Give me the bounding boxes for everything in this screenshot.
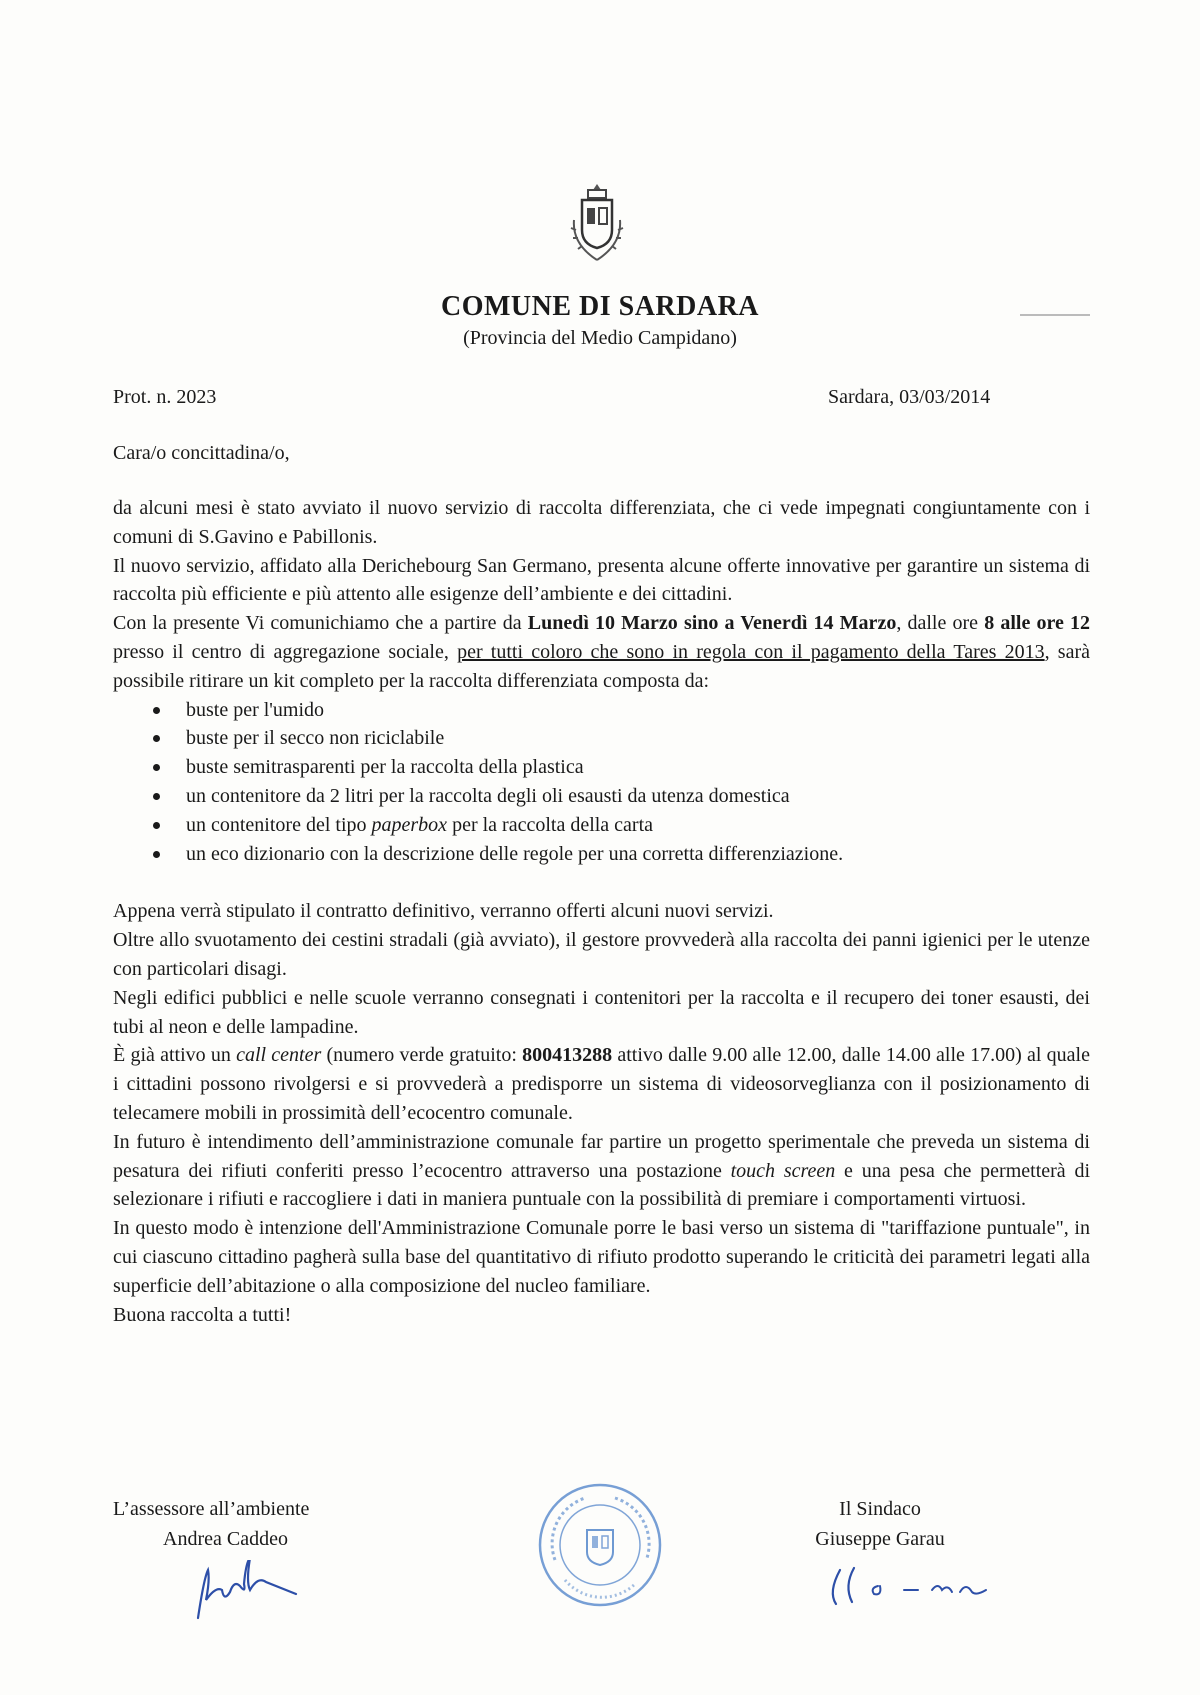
list-item: un eco dizionario con la descrizione delle regole per una corretta differenziazione.: [113, 840, 1090, 869]
list-item: buste per l'umido: [113, 696, 1090, 725]
assessor-signature-block: [113, 1494, 309, 1554]
paragraph: In futuro è intendimento dell’amministrazione comunale far partire un progetto sperimentale che preveda un sistema di pesatura dei rifiuti conferiti presso l’ecocentro attraverso una postazione touch screen e una pesa che permetterà di selezionare i rifiuti e raccogliere i dati in maniera puntuale con la possibilità di premiare i comportamenti virtuosi.: [113, 1130, 1091, 1211]
list-item: un contenitore del tipo paperbox per la raccolta della carta: [113, 811, 1090, 840]
eligibility-condition: per tutti coloro che sono in regola con il pagamento della Tares 2013: [457, 640, 1045, 663]
paragraph-kit-announcement: Con la presente Vi comunichiamo che a partire da Lunedì 10 Marzo sino a Venerdì 14 Marzo, dalle ore 8 alle ore 12 presso il centro di aggregazione sociale, per tutti coloro che sono in regola con il pagamento della Tares 2013, sarà possibile ritirare un kit completo per la raccolta differenziata composta da:: [113, 612, 1091, 692]
paragraph: Il nuovo servizio, affidato alla Derichebourg San Germano, presenta alcune offerte innovative per garantire un sistema di raccolta più efficiente e più attento alle esigenze dell’ambiente e dei cittadini.: [113, 554, 1090, 606]
paragraph: Negli edifici pubblici e nelle scuole verranno consegnati i contenitori per la raccolta e il recupero dei toner esausti, dei tubi al neon e delle lampadine.: [113, 986, 1090, 1038]
paragraph: da alcuni mesi è stato avviato il nuovo servizio di raccolta differenziata, che ci vede impegnati congiuntamente con i comuni di S.Gavino e Pabillonis.: [113, 497, 1090, 548]
municipality-title: COMUNE DI SARDARA: [440, 291, 760, 322]
paragraph-call-center: È già attivo un call center (numero verde gratuito: 800413288 attivo dalle 9.00 alle 12.00, dalle 14.00 alle 17.00) al quale i cittadini possono rivolgersi e si provvederà a predisporre un sistema di videosorveglianza con il posizionamento di telecamere mobili in prossimità dell’ecocentro comunale.: [113, 1044, 1090, 1124]
place-date: Sardara, 03/03/2014: [828, 386, 991, 408]
paragraph: Appena verrà stipulato il contratto definitivo, verranno offerti alcuni nuovi servizi.: [113, 900, 774, 923]
distribution-dates: Lunedì 10 Marzo sino a Venerdì 14 Marzo: [527, 612, 897, 635]
toll-free-number: 800413288: [522, 1044, 613, 1067]
mayor-signature-block: [790, 1494, 970, 1554]
closing-line: Buona raccolta a tutti!: [113, 1303, 292, 1326]
official-stamp-icon: [535, 1480, 665, 1610]
header-divider: [1020, 314, 1090, 316]
mayor-name: Giuseppe Garau: [815, 1528, 945, 1550]
greeting: Cara/o concittadina/o,: [113, 442, 290, 464]
mayor-role: Il Sindaco: [839, 1498, 921, 1520]
province-subtitle: (Provincia del Medio Campidano): [463, 327, 737, 349]
letterhead: [300, 290, 900, 352]
list-item: buste semitrasparenti per la raccolta della plastica: [113, 753, 1090, 782]
protocol-number: Prot. n. 2023: [113, 386, 217, 408]
assessor-role: L’assessore all’ambiente: [113, 1498, 310, 1520]
distribution-hours: 8 alle ore 12: [984, 612, 1091, 635]
list-item: buste per il secco non riciclabile: [113, 724, 1090, 753]
kit-items-list: [113, 696, 1090, 869]
assessor-handwritten-signature: [180, 1560, 330, 1630]
mayor-handwritten-signature: [820, 1560, 1000, 1620]
list-item: un contenitore da 2 litri per la raccolta degli oli esausti da utenza domestica: [113, 782, 1090, 811]
paragraph: In questo modo è intenzione dell'Amministrazione Comunale porre le basi verso un sistema di "tariffazione puntuale", in cui ciascuno cittadino pagherà sulla base del quantitativo di rifiuto prodotto superando le criticità dei parametri legati alla superficie dell’abitazione o alla composizione del nucleo familiare.: [113, 1217, 1090, 1297]
letter-body: [113, 494, 1090, 1329]
assessor-name: Andrea Caddeo: [163, 1528, 288, 1550]
municipal-crest-icon: [566, 180, 628, 270]
paragraph: Oltre allo svuotamento dei cestini stradali (già avviato), il gestore provvederà alla raccolta dei panni igienici per le utenze con particolari disagi.: [113, 929, 1090, 980]
